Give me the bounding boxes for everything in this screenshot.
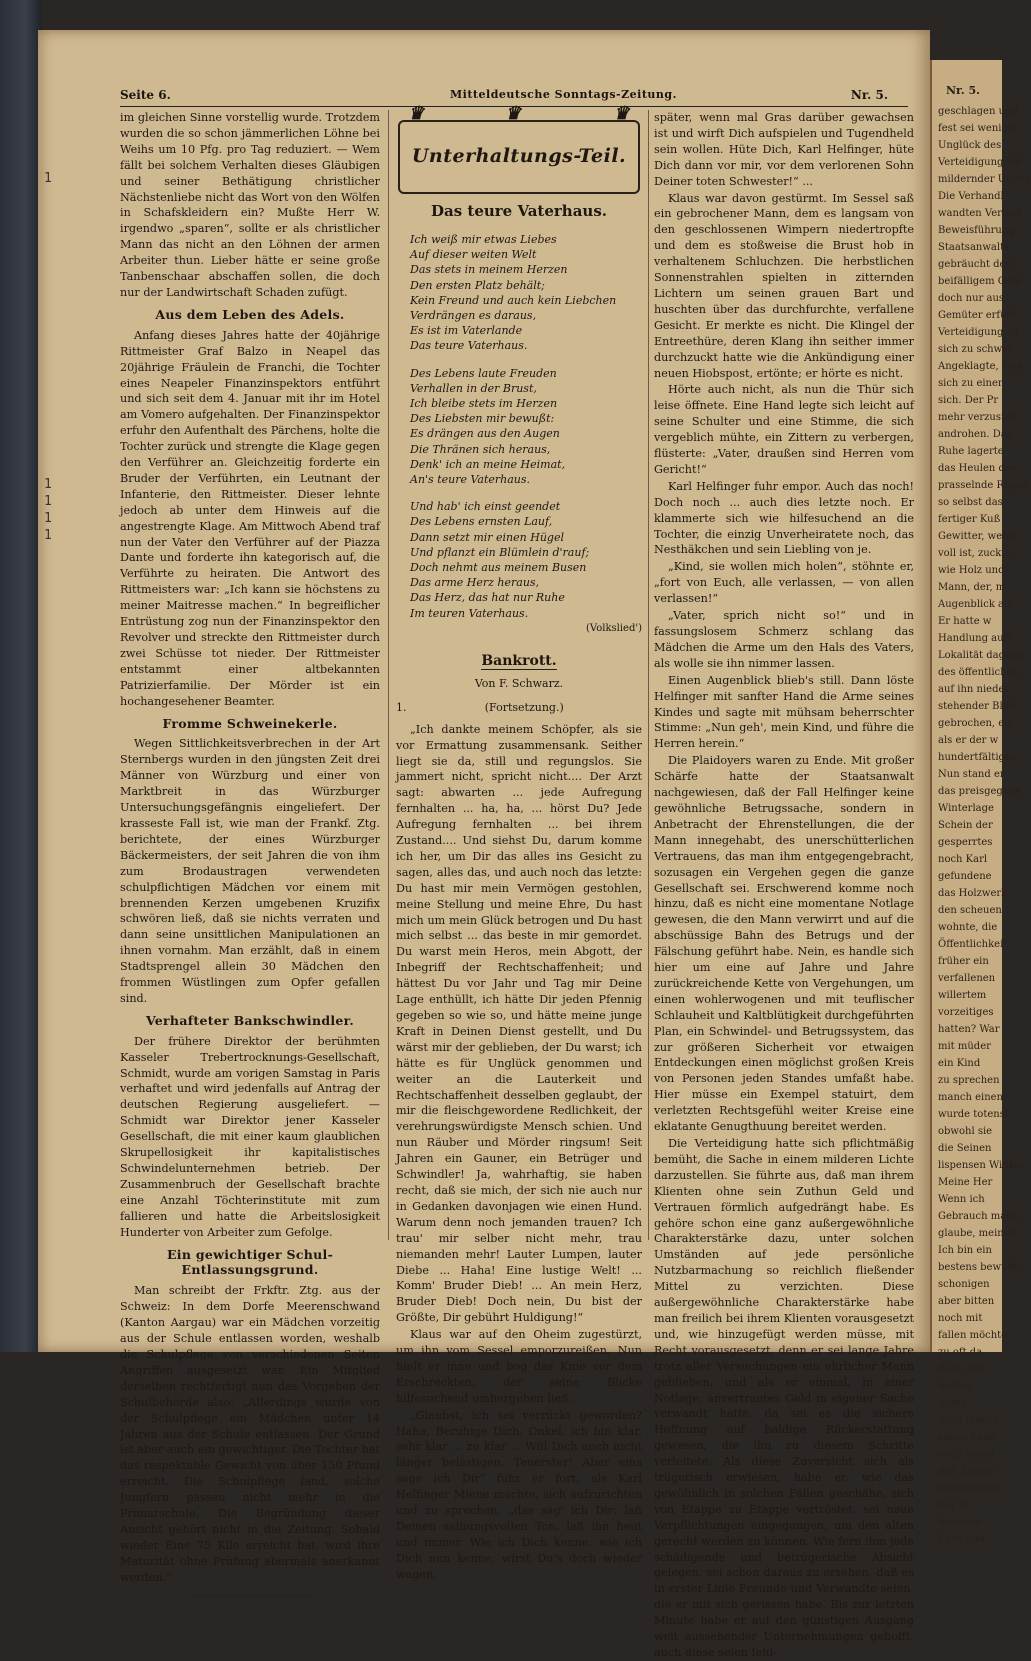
adjacent-page-line: Nun stand er bbox=[938, 769, 1005, 780]
adjacent-page-line: Augenblick auf bbox=[938, 599, 1015, 610]
story-title bbox=[396, 654, 642, 670]
story-text: Klaus war auf den Oheim zugestürzt, um ihn vom Sessel emporzureißen. Nun hielt er inne und bog das Knie vor dem Erschreckten, der seine Blicke hilfesuchend umhergehen ließ. bbox=[396, 1328, 642, 1405]
adjacent-page-line: noch fallen bbox=[938, 1449, 995, 1460]
article-heading: Ein gewichtiger Schul-Entlassungsgrund. bbox=[166, 1246, 334, 1278]
poem-source: (Volkslied') bbox=[586, 622, 642, 634]
adjacent-page-line: in die bbox=[938, 1398, 967, 1409]
story-continuation bbox=[396, 700, 642, 716]
adjacent-page-line: androhen. Das bbox=[938, 429, 1012, 440]
adjacent-page-line: geschlagen und bbox=[938, 106, 1018, 117]
story-text: Die Plaidoyers waren zu Ende. Mit großer Schärfe hatte der Staatsanwalt nachgewiesen, daß der Fall Helfinger keine gewöhnliche Betrugssache, sondern in Anbetracht der Ehrenstellungen, die der Mann innegehabt, des unerschütterlichen Vertrauens, das man ihm entgegengebracht, sozusagen ein Vergehen gegen die ganze Gesellschaft sei. Erschwerend komme noch hinzu, daß es nicht eine momentane Notlage gewesen, die den Mann verwirrt und auf die abschüssige Bahn des Betrugs und der Fälschung geführt habe. Nein, es handle sich hier um eine auf Jahre und Jahre zurückreichende Kette von Vergehungen, um einen wohlerwogenen und mit teuflischer Schlauheit und Kaltblütigkeit durchgeführten Plan, ein Schwindel- und Betrugssystem, das zur größeren Sicherheit vor etwaigen Entdeckungen einen möglichst großen Kreis von Personen jeden Standes umfaßt habe. Hier müsse ein Exempel statuirt, dem verletzten Rechtsgefühl weiter Kreise eine eklatante Genugthuung bereitet werden. bbox=[654, 754, 914, 1134]
story-author: Von F. Schwarz. bbox=[474, 676, 564, 690]
adjacent-page-line: fertiger Kuß bbox=[938, 514, 1001, 525]
margin-mark bbox=[44, 408, 52, 425]
margin-mark: 1 bbox=[44, 511, 52, 526]
adjacent-page-text bbox=[932, 103, 1031, 1548]
adjacent-page-line: aber bitten bbox=[938, 1296, 995, 1307]
adjacent-page-line: Er hatte w bbox=[938, 616, 992, 627]
adjacent-page-line: noch Karl bbox=[938, 854, 988, 865]
adjacent-page-line: obwohl sie bbox=[938, 1126, 993, 1137]
adjacent-page-line: gebräucht den bbox=[938, 259, 1012, 270]
adjacent-page-line: mit müder bbox=[938, 1041, 991, 1052]
column-rule bbox=[388, 110, 389, 1240]
adjacent-page-line: Schande bbox=[938, 1517, 982, 1528]
margin-mark bbox=[44, 374, 52, 391]
adjacent-page-line: Gewitter, wenn bbox=[938, 531, 1016, 542]
adjacent-page-line: die Seinen bbox=[938, 1143, 992, 1154]
margin-mark bbox=[44, 238, 52, 255]
adjacent-page-line: noch mit bbox=[938, 1313, 983, 1324]
poem-stanza: Des Lebens laute Freuden Verhallen in der Brust, Ich bleibe stets im Herzen Des Liebsten mir bewußt: Es drängen aus den Augen Die Thränen sich heraus, Denk' ich an meine Heimat, An's teure Vaterhaus. bbox=[410, 366, 566, 486]
adjacent-page-line: beifälligem Gem bbox=[938, 276, 1022, 287]
margin-mark: 1 bbox=[44, 477, 52, 492]
adjacent-page-line: wie Holz und bbox=[938, 565, 1005, 576]
adjacent-page-line: wandten Verteid bbox=[938, 208, 1022, 219]
story-text: „Kind, sie wollen mich holen“, stöhnte er, „fort von Euch, alle verlassen, — von allen verlassen!“ bbox=[654, 560, 914, 606]
adjacent-page-line: wurde totenst bbox=[938, 1109, 1009, 1120]
article-text: Der frühere Direktor der berühmten Kasseler Trebertrocknungs-Gesellschaft, Schmidt, wurde am vorigen Samstag in Paris verhaftet und wird jedenfalls auf Antrag der deutschen Regierung ausgeliefert. — Schmidt war Direktor jener Kasseler Gesellschaft, die mit einer kaum glaublichen Skrupellosigkeit ihr kapitalistisches Schwindelunternehmen betrieb. Der Zusammenbruch der Gesellschaft brachte eine Anzahl Töchterinstitute mit zum fallieren und hatte die Arbeitslosigkeit Hunderter von Arbeiter zum Gefolge. bbox=[120, 1034, 380, 1239]
adjacent-page-line: Die Verhandl bbox=[938, 191, 1004, 202]
poem bbox=[396, 232, 642, 636]
adjacent-page-line: prasselnde Regen bbox=[938, 480, 1029, 491]
adjacent-page-line: Öffentlichkeit bbox=[938, 939, 1008, 950]
article-text: Wegen Sittlichkeitsverbrechen in der Art Sternbergs wurden in den jüngsten Zeit drei Männer von Würzburg und einer von Marktbreit in das Würzburger Untersuchungsgefängnis eingeliefert. Der krasseste Fall ist, wie man der Frankf. Ztg. berichtete, der eines Würzburger Bäckermeisters, der seit Jahren die von ihm zum Brodaustragen verwendeten schulpflichtigen Mädchen vor einem mit brennenden Kerzen umgebenen Kruzifix schwören ließ, daß sie nichts verraten und dann seine unsittlichen Manipulationen an ihnen vornahm. Man erzählt, daß in einem Stadtsprengel allein 30 Mädchen den frommen Wüstlingen zum Opfer gefallen sind. bbox=[120, 737, 380, 1005]
story-continued: (Fortsetzung.) bbox=[484, 700, 564, 714]
adjacent-page-line: Ehre und bbox=[938, 1534, 985, 1545]
adjacent-page-line: willertem bbox=[938, 990, 987, 1001]
adjacent-page-line: Verteidigung zu bbox=[938, 327, 1019, 338]
adjacent-page-edge bbox=[930, 60, 1031, 1545]
crown-icon: ♛ bbox=[408, 103, 425, 124]
margin-mark bbox=[44, 272, 52, 289]
story-text: später, wenn mal Gras darüber gewachsen ist und wirft Dich aufspielen und Tugendheld sein wollen. Hüte Dich, Karl Helfinger, hüte Dich dann vor mir, vor dem verlorenen Sohn Deiner toten Schwester!“ ... bbox=[654, 111, 914, 188]
article-text: Anfang dieses Jahres hatte der 40jährige Rittmeister Graf Balzo in Neapel das 20jährige Fräulein de Franchi, die Tochter eines Neapeler Finanzinspektors entführt und sich seit dem 4. Januar mit ihr im Hotel am Vomero aufgehalten. Der Finanzinspektor erfuhr den Aufenthalt des Pärchens, holte die Tochter zurück und strengte die Klage gegen den Verführer an. Gleichzeitig forderte ein Bruder der Verführten, ein Leutnant der Infanterie, den Rittmeister. Dieser lehnte jedoch ab unter dem Hinweis auf die angestrengte Klage. Am Mittwoch Abend traf nun der Vater den Verführer auf der Piazza Dante und forderte ihn kategorisch auf, die Verführte zu heiraten. Die Antwort des Rittmeisters war: „Ich kann sie höchstens zu meiner Maitresse machen.“ In begreiflicher Entrüstung zog nun der Finanzinspektor den Revolver und streckte den Rittmeister durch zwei Schüsse tot nieder. Der Rittmeister entstammt einer altbekannten Patrizierfamilie. Der Mörder ist ein hochangesehener Beamter. bbox=[120, 328, 380, 708]
adjacent-page-line: auf ihn nieder bbox=[938, 684, 1010, 695]
story-text: Die Verteidigung hatte sich pflichtmäßig bemüht, die Sache in einem milderen Lichte darzustellen. Sie führte aus, daß man ihrem Klienten ohne sein Zuthun Geld und Vertrauen förmlich aufgedrängt habe. Es gehöre schon eine ganz außergewöhnliche Charakterstärke dazu, unter solchen Umständen auf jede persönliche Nutzbarmachung so reichlich fließender Mittel zu verzichten. Diese außergewöhnliche Charakterstärke habe man freilich bei ihrem Klienten vorausgesetzt und, wie hinzugefügt werden müsse, mit Recht vorausgesetzt, denn er sei lange Jahre trotz aller Versuchungen ein ehrlicher Mann geblieben, und als er einmal, in einer Notlage, anvertrautes Geld in eigener Sache verwandt hatte, da sei es die sichere Hoffnung auf baldige Rückerstattung gewesen, die ihn zu diesem Schritte verleitete. Als diese Zuversicht sich als trügerisch erwiesen, habe er, wie das gewöhnlich in solchen Fällen geschähe, sich von Etappe zu Etappe vertröstet, sei neue Verpflichtungen eingegangen, um den alten gerecht werden zu können. Wie fern ihm jede schädigende und betrügerische Absicht gelegen, sei schon daraus zu ersehen, daß es in erster Linie Freunde und Verwandte seien, die er mit sich gerissen habe. Bis zur letzten Minute habe er auf den günstigen Ausgang weit aussehender Unternehmungen gehofft, auch diese seien fehl- bbox=[654, 1137, 915, 1659]
margin-mark bbox=[44, 425, 52, 442]
adjacent-page-line: befreit bbox=[938, 1381, 972, 1392]
issue-number: Nr. 5. bbox=[850, 88, 888, 102]
adjacent-page-line: sich zu einer bbox=[938, 378, 1003, 389]
adjacent-page-line: stehender Blick bbox=[938, 701, 1018, 712]
adjacent-page-line: gesperrtes bbox=[938, 837, 993, 848]
story-chapter: 1. bbox=[396, 700, 407, 714]
adjacent-page-line: Wenn ich bbox=[938, 1194, 985, 1205]
article-continuation: im gleichen Sinne vorstellig wurde. Trotzdem wurden die so schon jämmerlichen Löhne bei Weihs um 10 Pfg. pro Tag reduziert. — Wem fällt bei solchem Verhalten dieses Gläubigen und seiner Bethätigung christlicher Nächstenliebe nicht das Wort von den Wölfen in Schafskleidern ein? Mußte Herr W. irgendwo „sparen“, sollte er als christlicher Mann das nicht an den Löhnen der armen Arbeiter thun. Lieber hätte er seine große Tanbenschaar abschaffen sollen, die doch nur der Landwirtschaft Schaden zufügt. bbox=[120, 111, 380, 299]
story-text: „Ich dankte meinem Schöpfer, als sie vor Ermattung zusammensank. Seither liegt sie da, still und regungslos. Sie jammert nicht, spricht nicht.... Der Arzt sagt: abwarten ... jede Aufregung fernhalten ... ha, ha, ... hörst Du? Jede Aufregung fernhalten ... bei ihrem Zustand.... Und siehst Du, darum komme ich her, um Dir das alles ins Gesicht zu sagen, alles das, und auch noch das letzte: Du hast mir mein Vermögen gestohlen, meine Stellung und meine Ehre, Du hast mich um mein Glück betrogen und Du hast mich selbst ... das beste in mir gemordet. Du warst mein Heros, mein Abgott, der Inbegriff der Rechtschaffenheit; und hättest Du vor Jahr und Tag mir Deine Lage enthüllt, ich hätte Dir jeden Pfennig gegeben so wie so, und hätte meine junge Kraft in Deinen Dienst gestellt, und Du wärst mir der geblieben, der Du warst; ich hätte es für Unglück genommen und weiter an die Lauterkeit und Rechtschaffenheit desselben geglaubt, der mir die fleischgewordene Redlichkeit, der verehrungswürdigste Mensch schien. Und nun Räuber und Mörder ringsum! Seit Jahren ein Gauner, ein Betrüger und Schwindler! Ja, wahrhaftig, sie haben recht, daß sie mich, der sich nie auch nur in Gedanken davonjagen wie einen Hund. Warum denn noch jemanden trauen? Ich trau' mir selber nicht mehr, trau niemanden mehr! Lauter Lumpen, lauter Diebe ... Haha! Eine lustige Welt! ... Komm' Bruder Dieb! ... An mein Herz, Bruder Dieb! Doch nein, Du bist der Größte, Dir gebührt Huldigung!“ bbox=[396, 722, 642, 1325]
adjacent-page-line: verfallenen bbox=[938, 973, 996, 984]
adjacent-page-line: Mann, der, m bbox=[938, 582, 1006, 593]
margin-mark bbox=[44, 391, 52, 408]
adjacent-page-line: wohnte, die bbox=[938, 922, 998, 933]
adjacent-page-line: Ich bin ein bbox=[938, 1245, 992, 1256]
adjacent-page-line: den scheuen bbox=[938, 905, 1002, 916]
adjacent-page-line: Angeklagte, vom bbox=[938, 361, 1024, 372]
margin-mark bbox=[44, 442, 52, 459]
story-text: Einen Augenblick blieb's still. Dann löste Helfinger mit sanfter Hand die Arme seines Kindes und sagte mit mühsam beherrschter Stimme: „Nun geh', mein Kind, und führe die Herren herein.“ bbox=[654, 673, 914, 751]
adjacent-page-line: das Holzwerk bbox=[938, 888, 1008, 899]
margin-mark bbox=[44, 306, 52, 323]
margin-mark bbox=[44, 187, 52, 204]
adjacent-page-line: früher ein bbox=[938, 956, 989, 967]
adjacent-page-line: fest sei wenige bbox=[938, 123, 1014, 134]
adjacent-page-line: mildernder Umstä bbox=[938, 174, 1031, 185]
adjacent-page-header: Nr. 5. bbox=[946, 84, 980, 97]
story-text: „Vater, sprich nicht so!“ und in fassungslosem Schmerz schlang das Mädchen die Arme um den Hals des Vaters, als wolle sie ihn nimmer lassen. bbox=[654, 609, 914, 670]
adjacent-page-line: Gemüter erfüllt bbox=[938, 310, 1017, 321]
story-text: Hörte auch nicht, als nun die Thür sich leise öffnete. Eine Hand legte sich leicht auf seine Schulter und eine Stimme, die sich vergeblich mühte, ein Zittern zu verbergen, flüsterte: „Vater, draußen sind Herren vom Gericht!“ bbox=[654, 383, 914, 476]
adjacent-page-line: hatten? War bbox=[938, 1024, 1000, 1035]
adjacent-page-line: als er der w bbox=[938, 735, 999, 746]
adjacent-page-line: hundertfältigen bbox=[938, 752, 1018, 763]
adjacent-page-line: Winterlage bbox=[938, 803, 994, 814]
column-rule bbox=[648, 110, 649, 1240]
newspaper-name: Mitteldeutsche Sonntags-Zeitung. bbox=[450, 88, 677, 101]
adjacent-page-line: Bank der bbox=[938, 1364, 985, 1375]
adjacent-page-line: schonigen bbox=[938, 1279, 990, 1290]
poem-stanza: Und hab' ich einst geendet Des Lebens ernsten Lauf, Dann setzt mir einen Hügel Und pflanzt ein Blümlein d'rauf; Doch nehmt aus meinem Busen Das arme Herz heraus, Das Herz, das hat nur Ruhe Im teuren Vaterhaus. bbox=[410, 500, 590, 620]
section-title: Unterhaltungs-Teil. bbox=[411, 145, 627, 168]
article-heading: Aus dem Leben des Adels. bbox=[155, 306, 345, 322]
story-text: Klaus war davon gestürmt. Im Sessel saß ein gebrochener Mann, dem es langsam von den geschlossenen Wimpern niedertropfte und dem es stoßweise die Brust hob in verhaltenem Schluchzen. Die herbstlichen Sonnenstrahlen spielten in zitternden Lichtern um seinen grauen Bart und huschten über das durchfurchte, verfallene Gesicht. Er merkte es nicht. Die Klingel der Entreethüre, deren Klang ihn seither immer durchzuckt hatte wie die Ankündigung einer neuen Hiobspost, ertönte; er hörte es nicht. bbox=[654, 191, 914, 380]
crown-icon: ♛ bbox=[505, 103, 522, 124]
adjacent-page-line: Ruhe lagerte bbox=[938, 446, 1004, 457]
adjacent-page-line: Unglück des bbox=[938, 140, 1002, 151]
book-binding bbox=[0, 0, 42, 1352]
adjacent-page-line: doch nur aus bbox=[938, 293, 1005, 304]
adjacent-page-line: zu oft da bbox=[938, 1347, 983, 1358]
adjacent-page-line: gefundene bbox=[938, 871, 992, 882]
adjacent-page-line: Beweisführung bbox=[938, 225, 1015, 236]
adjacent-page-line: mehr verzustell bbox=[938, 412, 1018, 423]
story-title-text: Bankrott. bbox=[481, 652, 557, 669]
adjacent-page-line: des öffentlichen bbox=[938, 667, 1019, 678]
margin-mark: 1 bbox=[44, 528, 52, 543]
adjacent-page-line: Schein der bbox=[938, 820, 993, 831]
adjacent-page-line: Lokalität dagege bbox=[938, 650, 1024, 661]
margin-marks bbox=[44, 170, 52, 544]
adjacent-page-line: Meine Her bbox=[938, 1177, 993, 1188]
adjacent-page-line: mich jemals bbox=[938, 1415, 999, 1426]
margin-mark bbox=[44, 459, 52, 476]
article-heading: Verhafteter Bankschwindler. bbox=[145, 1012, 355, 1028]
margin-mark bbox=[44, 221, 52, 238]
adjacent-page-line: Verteidigung hat bbox=[938, 157, 1024, 168]
section-banner bbox=[398, 103, 640, 194]
article-heading: Fromme Schweinekerle. bbox=[162, 715, 338, 731]
story-text: „Glaubst, ich sei verrückt geworden? Haha, Beruhige Dich, Onkel, ich bin klar, sehr klar ... zu klar ... Will Dich auch nicht länger belästigen, Teuerster! Aber eins sage ich Dir“ fuhr er fort, als Karl Helfinger Miene machte, sich aufzurichten und zu sprechen, „das sag' ich Dir: laß Deinen salbungsvollen Ton, laß ihn heut und immer. Wie ich Dich kenne, wie ich Dich nun kenne, wirst Du's doch wieder wagen, bbox=[396, 1408, 642, 1581]
adjacent-page-line: das Heulen des bbox=[938, 463, 1016, 474]
margin-mark bbox=[44, 340, 52, 357]
adjacent-page-line: gebrochen, ein bbox=[938, 718, 1014, 729]
adjacent-page-line: Staatsanwalts bbox=[938, 242, 1010, 253]
adjacent-page-line: sagen habe bbox=[938, 1432, 996, 1443]
adjacent-page-line: zu sprechen bbox=[938, 1075, 1000, 1086]
adjacent-page-line: vorzeitiges bbox=[938, 1007, 994, 1018]
column-middle bbox=[396, 103, 642, 1581]
poem-title: Das teure Vaterhaus. bbox=[431, 202, 607, 220]
page-number: Seite 6. bbox=[120, 88, 171, 102]
column-left bbox=[120, 110, 380, 1584]
adjacent-page-line: nur in bbox=[938, 1500, 969, 1511]
column-right bbox=[654, 110, 915, 1659]
adjacent-page-line: sich. Der Pr bbox=[938, 395, 999, 406]
adjacent-page-line: das preisgegebe bbox=[938, 786, 1022, 797]
margin-mark bbox=[44, 323, 52, 340]
margin-mark bbox=[44, 289, 52, 306]
adjacent-page-line: Gebrauch mach bbox=[938, 1211, 1019, 1222]
adjacent-page-line: glaube, meiner bbox=[938, 1228, 1015, 1239]
end-rule bbox=[190, 1596, 310, 1598]
poem-stanza: Ich weiß mir etwas Liebes Auf dieser weiten Welt Das stets in meinem Herzen Den ersten Platz behält; Kein Freund und auch kein Liebchen Verdrängen es daraus, Es ist im Vaterlande Das teure Vaterhaus. bbox=[410, 232, 617, 353]
adjacent-page-line: Handlung aufs bbox=[938, 633, 1013, 644]
adjacent-page-line: lispensen Winkel bbox=[938, 1160, 1024, 1171]
margin-mark: 1 bbox=[44, 494, 52, 509]
adjacent-page-line: so selbst das bbox=[938, 497, 1003, 508]
adjacent-page-line: und werden bbox=[938, 1483, 999, 1494]
margin-mark bbox=[44, 204, 52, 221]
margin-mark bbox=[44, 255, 52, 272]
article-text: Man schreibt der Frkftr. Ztg. aus der Schweiz: In dem Dorfe Meerenschwand (Kanton Aargau) war ein Mädchen vorzeitig aus der Schule entlassen worden, weshalb die Schulpflege von verschiedenen Seiten Angriffen ausgesetzt war. Ein Mitglied derselben rechtfertigt nun das Vorgehen der Schulbehörde also: „Allerdings wurde von der Schulpflege ein Mädchen unter 14 Jahren aus der Schule entlassen. Der Grund ist aber auch ein gewichtiger. Die Tochter hat das respektable Gewicht von über 150 Pfund erreicht. Die Schulpflege fand, solche Jungfern passen nicht mehr in die Primarschule. Die Begründung dieser Ansicht gehört nicht in die Zeitung. Sobald wieder Eine 75 Kilo erreicht hat, wird ihre Maturität ohne Prüfung abermals anerkannt werden.“ bbox=[120, 1284, 380, 1584]
story-text: Karl Helfinger fuhr empor. Auch das noch! Doch noch ... auch dies letzte noch. Er klammerte sich wie hilfesuchend an die Tochter, die einzig Unverheiratete noch, das Nesthäkchen und sein Liebling von je. bbox=[654, 479, 914, 557]
crown-icon: ♛ bbox=[613, 103, 630, 124]
adjacent-page-line: sich zu schwer bbox=[938, 344, 1013, 355]
adjacent-page-line: daß Sieben bbox=[938, 1466, 995, 1477]
margin-mark bbox=[44, 357, 52, 374]
margin-mark: 1 bbox=[44, 171, 52, 186]
adjacent-page-line: manch einen bbox=[938, 1092, 1004, 1103]
adjacent-page-line: fallen möchte bbox=[938, 1330, 1008, 1341]
adjacent-page-line: bestens bewußt bbox=[938, 1262, 1019, 1273]
adjacent-page-line: ein Kind bbox=[938, 1058, 981, 1069]
adjacent-page-line: voll ist, zuckte bbox=[938, 548, 1012, 559]
